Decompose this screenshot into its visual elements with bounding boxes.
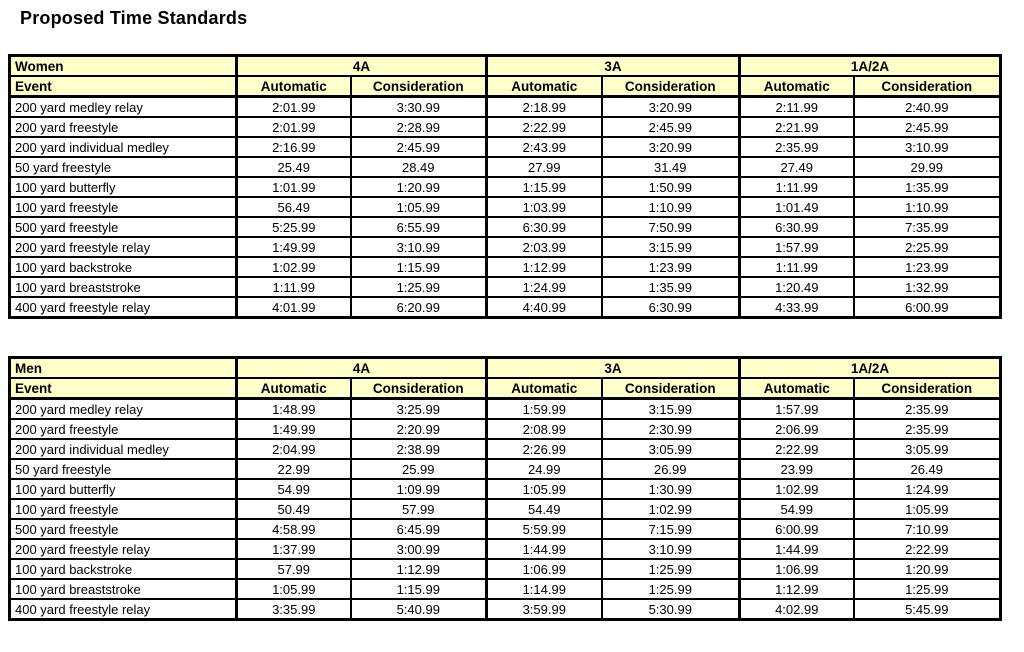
time-cell: 22.99 <box>237 459 351 479</box>
time-cell: 5:30.99 <box>602 599 740 620</box>
time-cell: 1:49.99 <box>237 419 351 439</box>
time-cell: 1:10.99 <box>854 197 1001 217</box>
table-row <box>10 459 1001 479</box>
table-row <box>10 157 1001 177</box>
time-cell: 1:15.99 <box>487 177 602 197</box>
event-cell: 200 yard freestyle relay <box>10 539 237 559</box>
time-cell: 6:30.99 <box>487 217 602 237</box>
event-cell: 400 yard freestyle relay <box>10 297 237 318</box>
time-cell: 6:00.99 <box>854 297 1001 318</box>
time-cell: 24.99 <box>487 459 602 479</box>
division-group-header: 1A/2A <box>740 56 1001 77</box>
time-cell: 2:20.99 <box>351 419 487 439</box>
time-cell: 25.49 <box>237 157 351 177</box>
time-cell: 2:45.99 <box>854 117 1001 137</box>
time-cell: 1:50.99 <box>602 177 740 197</box>
table-row <box>10 217 1001 237</box>
time-cell: 1:20.99 <box>351 177 487 197</box>
time-cell: 3:15.99 <box>602 237 740 257</box>
time-cell: 3:30.99 <box>351 97 487 118</box>
table-row <box>10 277 1001 297</box>
time-cell: 1:12.99 <box>487 257 602 277</box>
time-cell: 50.49 <box>237 499 351 519</box>
time-cell: 29.99 <box>854 157 1001 177</box>
subheader-cell: Consideration <box>854 378 1001 399</box>
time-cell: 1:03.99 <box>487 197 602 217</box>
event-cell: 100 yard backstroke <box>10 559 237 579</box>
time-cell: 3:59.99 <box>487 599 602 620</box>
time-cell: 54.99 <box>237 479 351 499</box>
time-cell: 1:23.99 <box>854 257 1001 277</box>
time-cell: 26.49 <box>854 459 1001 479</box>
time-cell: 3:05.99 <box>602 439 740 459</box>
time-cell: 2:28.99 <box>351 117 487 137</box>
time-cell: 1:25.99 <box>351 277 487 297</box>
division-group-header: 3A <box>487 56 740 77</box>
time-cell: 54.49 <box>487 499 602 519</box>
time-cell: 28.49 <box>351 157 487 177</box>
time-cell: 2:18.99 <box>487 97 602 118</box>
time-cell: 2:35.99 <box>740 137 854 157</box>
time-cell: 57.99 <box>237 559 351 579</box>
time-cell: 1:48.99 <box>237 399 351 420</box>
time-cell: 3:20.99 <box>602 97 740 118</box>
time-cell: 2:35.99 <box>854 399 1001 420</box>
time-cell: 1:05.99 <box>854 499 1001 519</box>
time-cell: 1:06.99 <box>740 559 854 579</box>
time-cell: 1:14.99 <box>487 579 602 599</box>
time-cell: 1:25.99 <box>602 559 740 579</box>
time-cell: 5:45.99 <box>854 599 1001 620</box>
time-cell: 2:08.99 <box>487 419 602 439</box>
subheader-cell: Automatic <box>237 76 351 97</box>
time-cell: 2:04.99 <box>237 439 351 459</box>
time-cell: 3:15.99 <box>602 399 740 420</box>
time-cell: 23.99 <box>740 459 854 479</box>
subheader-cell: Consideration <box>854 76 1001 97</box>
event-cell: 200 yard freestyle relay <box>10 237 237 257</box>
time-cell: 1:11.99 <box>740 257 854 277</box>
time-cell: 1:32.99 <box>854 277 1001 297</box>
time-cell: 1:12.99 <box>351 559 487 579</box>
time-cell: 3:10.99 <box>854 137 1001 157</box>
time-cell: 1:24.99 <box>854 479 1001 499</box>
time-cell: 6:30.99 <box>602 297 740 318</box>
event-column-header: Event <box>10 76 237 97</box>
event-cell: 200 yard freestyle <box>10 419 237 439</box>
time-cell: 4:40.99 <box>487 297 602 318</box>
subheader-cell: Automatic <box>237 378 351 399</box>
table-label: Men <box>10 358 237 379</box>
table-label: Women <box>10 56 237 77</box>
time-cell: 1:57.99 <box>740 399 854 420</box>
time-cell: 1:49.99 <box>237 237 351 257</box>
event-cell: 100 yard butterfly <box>10 479 237 499</box>
time-cell: 1:11.99 <box>237 277 351 297</box>
event-cell: 100 yard breaststroke <box>10 277 237 297</box>
women-standards-table <box>8 54 1002 319</box>
event-cell: 500 yard freestyle <box>10 217 237 237</box>
time-cell: 4:33.99 <box>740 297 854 318</box>
time-cell: 5:59.99 <box>487 519 602 539</box>
time-cell: 6:20.99 <box>351 297 487 318</box>
time-cell: 1:01.49 <box>740 197 854 217</box>
page-title: Proposed Time Standards <box>20 8 248 28</box>
event-cell: 200 yard freestyle <box>10 117 237 137</box>
table-row <box>10 197 1001 217</box>
time-cell: 7:50.99 <box>602 217 740 237</box>
time-cell: 1:06.99 <box>487 559 602 579</box>
time-cell: 2:30.99 <box>602 419 740 439</box>
time-cell: 6:30.99 <box>740 217 854 237</box>
time-cell: 5:40.99 <box>351 599 487 620</box>
table-row <box>10 439 1001 459</box>
subheader-cell: Automatic <box>740 76 854 97</box>
time-cell: 1:10.99 <box>602 197 740 217</box>
event-cell: 400 yard freestyle relay <box>10 599 237 620</box>
table-row <box>10 419 1001 439</box>
time-cell: 1:05.99 <box>351 197 487 217</box>
time-cell: 2:22.99 <box>487 117 602 137</box>
subheader-cell: Automatic <box>740 378 854 399</box>
time-cell: 6:00.99 <box>740 519 854 539</box>
time-cell: 1:02.99 <box>740 479 854 499</box>
division-group-header: 3A <box>487 358 740 379</box>
time-cell: 26.99 <box>602 459 740 479</box>
table-row <box>10 97 1001 118</box>
time-cell: 7:15.99 <box>602 519 740 539</box>
time-cell: 2:16.99 <box>237 137 351 157</box>
time-cell: 1:30.99 <box>602 479 740 499</box>
time-cell: 2:21.99 <box>740 117 854 137</box>
time-cell: 1:05.99 <box>237 579 351 599</box>
time-cell: 3:35.99 <box>237 599 351 620</box>
time-cell: 1:44.99 <box>740 539 854 559</box>
time-cell: 2:25.99 <box>854 237 1001 257</box>
table-row <box>10 137 1001 157</box>
time-cell: 1:11.99 <box>740 177 854 197</box>
time-cell: 31.49 <box>602 157 740 177</box>
table-row <box>10 297 1001 318</box>
time-cell: 3:10.99 <box>351 237 487 257</box>
time-cell: 56.49 <box>237 197 351 217</box>
time-cell: 3:20.99 <box>602 137 740 157</box>
time-cell: 2:26.99 <box>487 439 602 459</box>
division-group-header: 4A <box>237 358 487 379</box>
time-cell: 1:25.99 <box>602 579 740 599</box>
event-cell: 200 yard individual medley <box>10 439 237 459</box>
table-row <box>10 559 1001 579</box>
table-row <box>10 257 1001 277</box>
event-cell: 500 yard freestyle <box>10 519 237 539</box>
event-cell: 50 yard freestyle <box>10 459 237 479</box>
time-cell: 2:40.99 <box>854 97 1001 118</box>
time-cell: 3:00.99 <box>351 539 487 559</box>
time-cell: 1:20.49 <box>740 277 854 297</box>
men-standards-table <box>8 356 1002 621</box>
time-cell: 1:15.99 <box>351 257 487 277</box>
division-group-header: 1A/2A <box>740 358 1001 379</box>
table-row <box>10 177 1001 197</box>
division-group-header: 4A <box>237 56 487 77</box>
table-row <box>10 519 1001 539</box>
time-cell: 2:22.99 <box>740 439 854 459</box>
event-column-header: Event <box>10 378 237 399</box>
time-cell: 2:01.99 <box>237 117 351 137</box>
time-cell: 2:38.99 <box>351 439 487 459</box>
time-cell: 2:03.99 <box>487 237 602 257</box>
event-cell: 100 yard freestyle <box>10 197 237 217</box>
time-cell: 1:25.99 <box>854 579 1001 599</box>
event-cell: 200 yard medley relay <box>10 399 237 420</box>
time-cell: 1:24.99 <box>487 277 602 297</box>
time-cell: 1:05.99 <box>487 479 602 499</box>
time-cell: 57.99 <box>351 499 487 519</box>
table-row <box>10 539 1001 559</box>
subheader-cell: Automatic <box>487 76 602 97</box>
time-cell: 1:09.99 <box>351 479 487 499</box>
table-row <box>10 399 1001 420</box>
time-cell: 3:10.99 <box>602 539 740 559</box>
time-cell: 2:22.99 <box>854 539 1001 559</box>
time-cell: 1:15.99 <box>351 579 487 599</box>
event-cell: 100 yard freestyle <box>10 499 237 519</box>
time-cell: 27.99 <box>487 157 602 177</box>
table-row <box>10 237 1001 257</box>
time-cell: 27.49 <box>740 157 854 177</box>
time-cell: 4:01.99 <box>237 297 351 318</box>
time-cell: 2:35.99 <box>854 419 1001 439</box>
time-cell: 2:06.99 <box>740 419 854 439</box>
time-cell: 1:12.99 <box>740 579 854 599</box>
time-cell: 4:02.99 <box>740 599 854 620</box>
subheader-cell: Automatic <box>487 378 602 399</box>
time-cell: 1:01.99 <box>237 177 351 197</box>
event-cell: 100 yard butterfly <box>10 177 237 197</box>
table-row <box>10 579 1001 599</box>
event-cell: 50 yard freestyle <box>10 157 237 177</box>
time-cell: 6:55.99 <box>351 217 487 237</box>
time-cell: 7:10.99 <box>854 519 1001 539</box>
time-cell: 1:02.99 <box>237 257 351 277</box>
time-cell: 1:44.99 <box>487 539 602 559</box>
time-cell: 54.99 <box>740 499 854 519</box>
time-cell: 5:25.99 <box>237 217 351 237</box>
time-cell: 2:11.99 <box>740 97 854 118</box>
time-cell: 1:02.99 <box>602 499 740 519</box>
event-cell: 100 yard backstroke <box>10 257 237 277</box>
table-row <box>10 479 1001 499</box>
subheader-cell: Consideration <box>351 76 487 97</box>
time-cell: 1:23.99 <box>602 257 740 277</box>
subheader-cell: Consideration <box>602 76 740 97</box>
time-cell: 2:45.99 <box>602 117 740 137</box>
table-row <box>10 117 1001 137</box>
subheader-cell: Consideration <box>351 378 487 399</box>
time-cell: 7:35.99 <box>854 217 1001 237</box>
time-cell: 2:45.99 <box>351 137 487 157</box>
table-row <box>10 599 1001 620</box>
time-cell: 1:35.99 <box>854 177 1001 197</box>
time-cell: 1:20.99 <box>854 559 1001 579</box>
event-cell: 100 yard breaststroke <box>10 579 237 599</box>
time-cell: 2:01.99 <box>237 97 351 118</box>
event-cell: 200 yard medley relay <box>10 97 237 118</box>
time-cell: 6:45.99 <box>351 519 487 539</box>
time-cell: 1:59.99 <box>487 399 602 420</box>
time-cell: 1:57.99 <box>740 237 854 257</box>
table-row <box>10 499 1001 519</box>
time-cell: 3:25.99 <box>351 399 487 420</box>
time-cell: 25.99 <box>351 459 487 479</box>
time-cell: 1:35.99 <box>602 277 740 297</box>
time-cell: 3:05.99 <box>854 439 1001 459</box>
subheader-cell: Consideration <box>602 378 740 399</box>
event-cell: 200 yard individual medley <box>10 137 237 157</box>
time-cell: 1:37.99 <box>237 539 351 559</box>
time-cell: 2:43.99 <box>487 137 602 157</box>
time-cell: 4:58.99 <box>237 519 351 539</box>
